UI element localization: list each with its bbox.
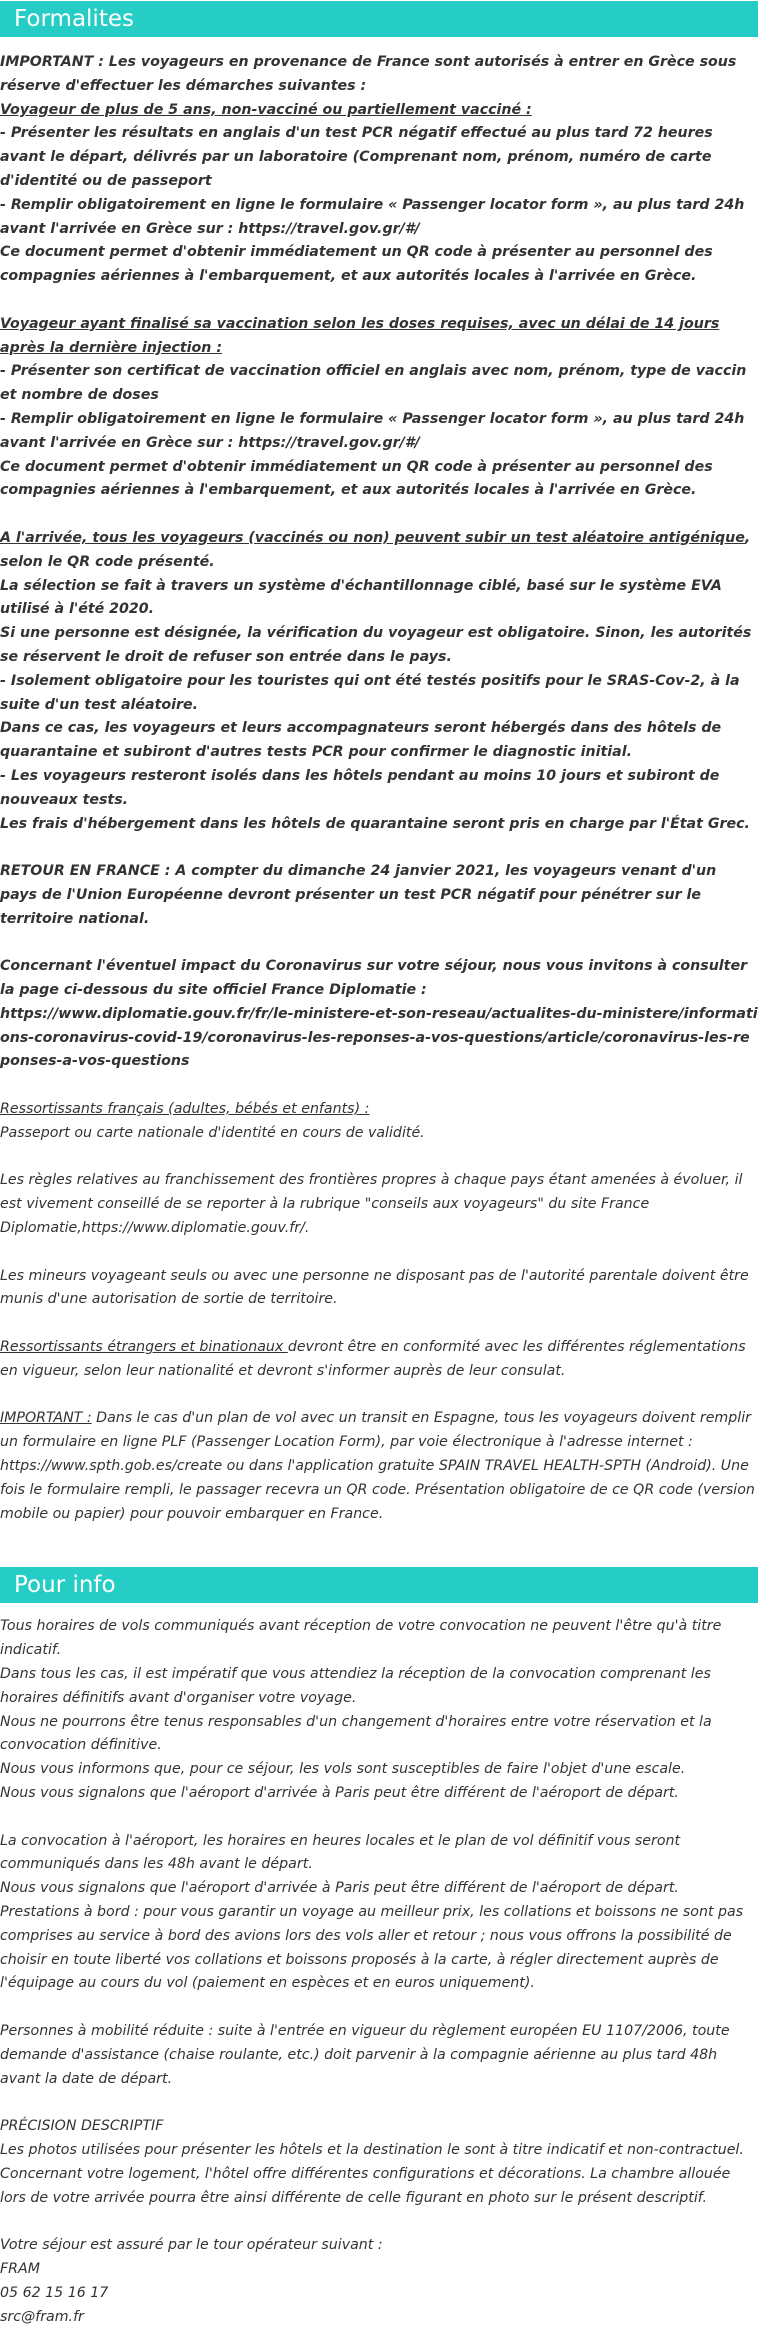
arrival-rest: , selon le QR code présenté. [0, 529, 751, 570]
unvaccinated-item: Ce document permet d'obtenir immédiatement un QR code à présenter au personnel des compagnies aériennes à l'embarquement, et aux autorités locales à l'arrivée en Grèce. [0, 244, 713, 285]
important-intro: IMPORTANT : Les voyageurs en provenance de France sont autorisés à entrer en Grèce sous réserve d'effectuer les démarches suivantes : [0, 54, 737, 94]
etrangers-paragraph [0, 1336, 758, 1384]
mobilite-reduite: Personnes à mobilité réduite : suite à l'entrée en vigueur du règlement européen EU 1107/2006, toute demande d'assistance (chaise roulante, etc.) doit parvenir à la compagnie aérienne au plus tard 48h avant la date de départ. [0, 2022, 730, 2087]
operator-name: FRAM [0, 2260, 40, 2277]
mineurs-text: Les mineurs voyageant seuls ou avec une personne ne disposant pas de l'autorité parentale doivent être munis d'une autorisation de sortie de territoire. [0, 1267, 749, 1308]
precision-text: Les photos utilisées pour présenter les hôtels et la destination le sont à titre indicatif et non-contractuel. Concernant votre logement, l'hôtel offre différentes configurations et décorations. La chambre allouée lors de votre arrivée pourra être ainsi différente de celle figurant en photo sur le présent descriptif. [0, 2141, 744, 2206]
arrival-underlined: A l'arrivée, tous les voyageurs (vaccinés ou non) peuvent subir un test aléatoire antigénique [0, 529, 745, 546]
regles-frontieres: Les règles relatives au franchissement des frontières propres à chaque pays étant amenées à évoluer, il est vivement conseillé de se reporter à la rubrique "conseils aux voyageurs" du site France Diplomatie,https://www.diplomatie.gouv.fr/. [0, 1172, 743, 1237]
operator-intro: Votre séjour est assuré par le tour opérateur suivant : [0, 2237, 383, 2254]
arrival-item: Si une personne est désignée, la vérification du voyageur est obligatoire. Sinon, les autorités se réservent le droit de refuser son entrée dans le pays. [0, 625, 752, 665]
ressortissants-text: Passeport ou carte nationale d'identité en cours de validité. [0, 1124, 425, 1141]
arrival-item: - Les voyageurs resteront isolés dans les hôtels pendant au moins 10 jours et subiront de nouveaux tests. [0, 767, 720, 808]
pour-info-section-title: Pour info [0, 1567, 758, 1603]
info-line: Tous horaires de vols communiqués avant réception de votre convocation ne peuvent l'être qu'à titre indicatif. [0, 1618, 722, 1659]
info-line: Nous vous signalons que l'aéroport d'arrivée à Paris peut être différent de l'aéroport de départ. [0, 1784, 679, 1801]
info-line: Nous vous informons que, pour ce séjour, les vols sont susceptibles de faire l'objet d'une escale. [0, 1761, 686, 1778]
operator-email[interactable]: src@fram.fr [0, 2308, 84, 2325]
vaccinated-item: - Remplir obligatoirement en ligne le formulaire « Passenger locator form », au plus tard 24h avant l'arrivée en Grèce sur : https://travel.gov.gr/#/ [0, 410, 745, 451]
vaccinated-item: Ce document permet d'obtenir immédiatement un QR code à présenter au personnel des compagnies aériennes à l'embarquement, et aux autorités locales à l'arrivée en Grèce. [0, 458, 713, 499]
transit-espagne-paragraph [0, 1407, 758, 1526]
arrival-item: - Isolement obligatoire pour les touristes qui ont été testés positifs pour le SRAS-Cov-2, à la suite d'un test aléatoire. [0, 672, 740, 713]
coronavirus-link[interactable]: https://www.diplomatie.gouv.fr/fr/le-ministere-et-son-reseau/actualites-du-ministere/informations-coronavirus-covid-19/coronavirus-les-reponses-a-vos-questions/article/coronavirus-les-reponses-a-vos-questions [0, 1005, 758, 1070]
formalites-content [0, 37, 758, 1526]
etrangers-underlined: Ressortissants étrangers et binationaux [0, 1339, 288, 1356]
pour-info-content [0, 1603, 758, 2329]
info-line: Prestations à bord : pour vous garantir un voyage au meilleur prix, les collations et boissons ne sont pas comprises au service à bord des avions lors des vols aller et retour ; nous vous offrons la possibilité de choisir en toute liberté vos collations et boissons proposés à la carte, à régler directement auprès de l'équipage au cours du vol (paiement en espèces et en euros uniquement). [0, 1903, 744, 1992]
retour-en-france: RETOUR EN FRANCE : A compter du dimanche 24 janvier 2021, les voyageurs venant d'un pays de l'Union Européenne devront présenter un test PCR négatif pour pénétrer sur le territoire national. [0, 863, 717, 927]
unvaccinated-heading: Voyageur de plus de 5 ans, non-vacciné ou partiellement vacciné : [0, 101, 532, 118]
coronavirus-intro: Concernant l'éventuel impact du Coronavirus sur votre séjour, nous vous invitons à consulter la page ci-dessous du site officiel France Diplomatie : [0, 958, 748, 999]
info-line: Dans tous les cas, il est impératif que vous attendiez la réception de la convocation comprenant les horaires définitifs avant d'organiser votre voyage. [0, 1666, 711, 1706]
info-line: La convocation à l'aéroport, les horaires en heures locales et le plan de vol définitif vous seront communiqués dans les 48h avant le départ. [0, 1832, 681, 1873]
formalites-section-title: Formalites [0, 1, 758, 37]
unvaccinated-item: - Remplir obligatoirement en ligne le formulaire « Passenger locator form », au plus tard 24h avant l'arrivée en Grèce sur : https://travel.gov.gr/#/ [0, 196, 745, 237]
ressortissants-heading: Ressortissants français (adultes, bébés et enfants) : [0, 1101, 370, 1118]
vaccinated-item: - Présenter son certificat de vaccination officiel en anglais avec nom, prénom, type de vaccin et nombre de doses [0, 363, 747, 404]
info-line: Nous ne pourrons être tenus responsables d'un changement d'horaires entre votre réservation et la convocation définitive. [0, 1713, 712, 1754]
vaccinated-heading: Voyageur ayant finalisé sa vaccination selon les doses requises, avec un délai de 14 jours après la dernière injection : [0, 315, 720, 356]
unvaccinated-item: - Présenter les résultats en anglais d'un test PCR négatif effectué au plus tard 72 heures avant le départ, délivrés par un laboratoire (Comprenant nom, prénom, numéro de carte d'identité ou de passeport [0, 125, 713, 189]
arrival-item: Dans ce cas, les voyageurs et leurs accompagnateurs seront hébergés dans des hôtels de quarantaine et subiront d'autres tests PCR pour confirmer le diagnostic initial. [0, 720, 722, 761]
etrangers-rest: devront être en conformité avec les différentes réglementations en vigueur, selon leur nationalité et devront s'informer auprès de leur consulat. [0, 1339, 746, 1379]
arrival-paragraph [0, 527, 758, 575]
arrival-item: Les frais d'hébergement dans les hôtels de quarantaine seront pris en charge par l'État Grec. [0, 815, 750, 832]
arrival-item: La sélection se fait à travers un système d'échantillonnage ciblé, basé sur le système EVA utilisé à l'été 2020. [0, 577, 722, 618]
precision-title: PRÉCISION DESCRIPTIF [0, 2118, 164, 2135]
info-line: Nous vous signalons que l'aéroport d'arrivée à Paris peut être différent de l'aéroport de départ. [0, 1880, 679, 1897]
important-underlined: IMPORTANT : [0, 1410, 92, 1427]
operator-phone[interactable]: 05 62 15 16 17 [0, 2284, 109, 2301]
formalites-paragraph [0, 51, 758, 1074]
transit-espagne-rest: Dans le cas d'un plan de vol avec un transit en Espagne, tous les voyageurs doivent remplir un formulaire en ligne PLF (Passenger Location Form), par voie électronique à l'adresse internet : https://www.spth.gob.es/create ou dans l'application gratuite SPAIN TRAVEL HEALTH-SPTH (Android). Une fois le formulaire rempli, le passager recevra un QR code. Présentation obligatoire de ce QR code (version mobile ou papier) pour pouvoir embarquer en France. [0, 1410, 755, 1522]
